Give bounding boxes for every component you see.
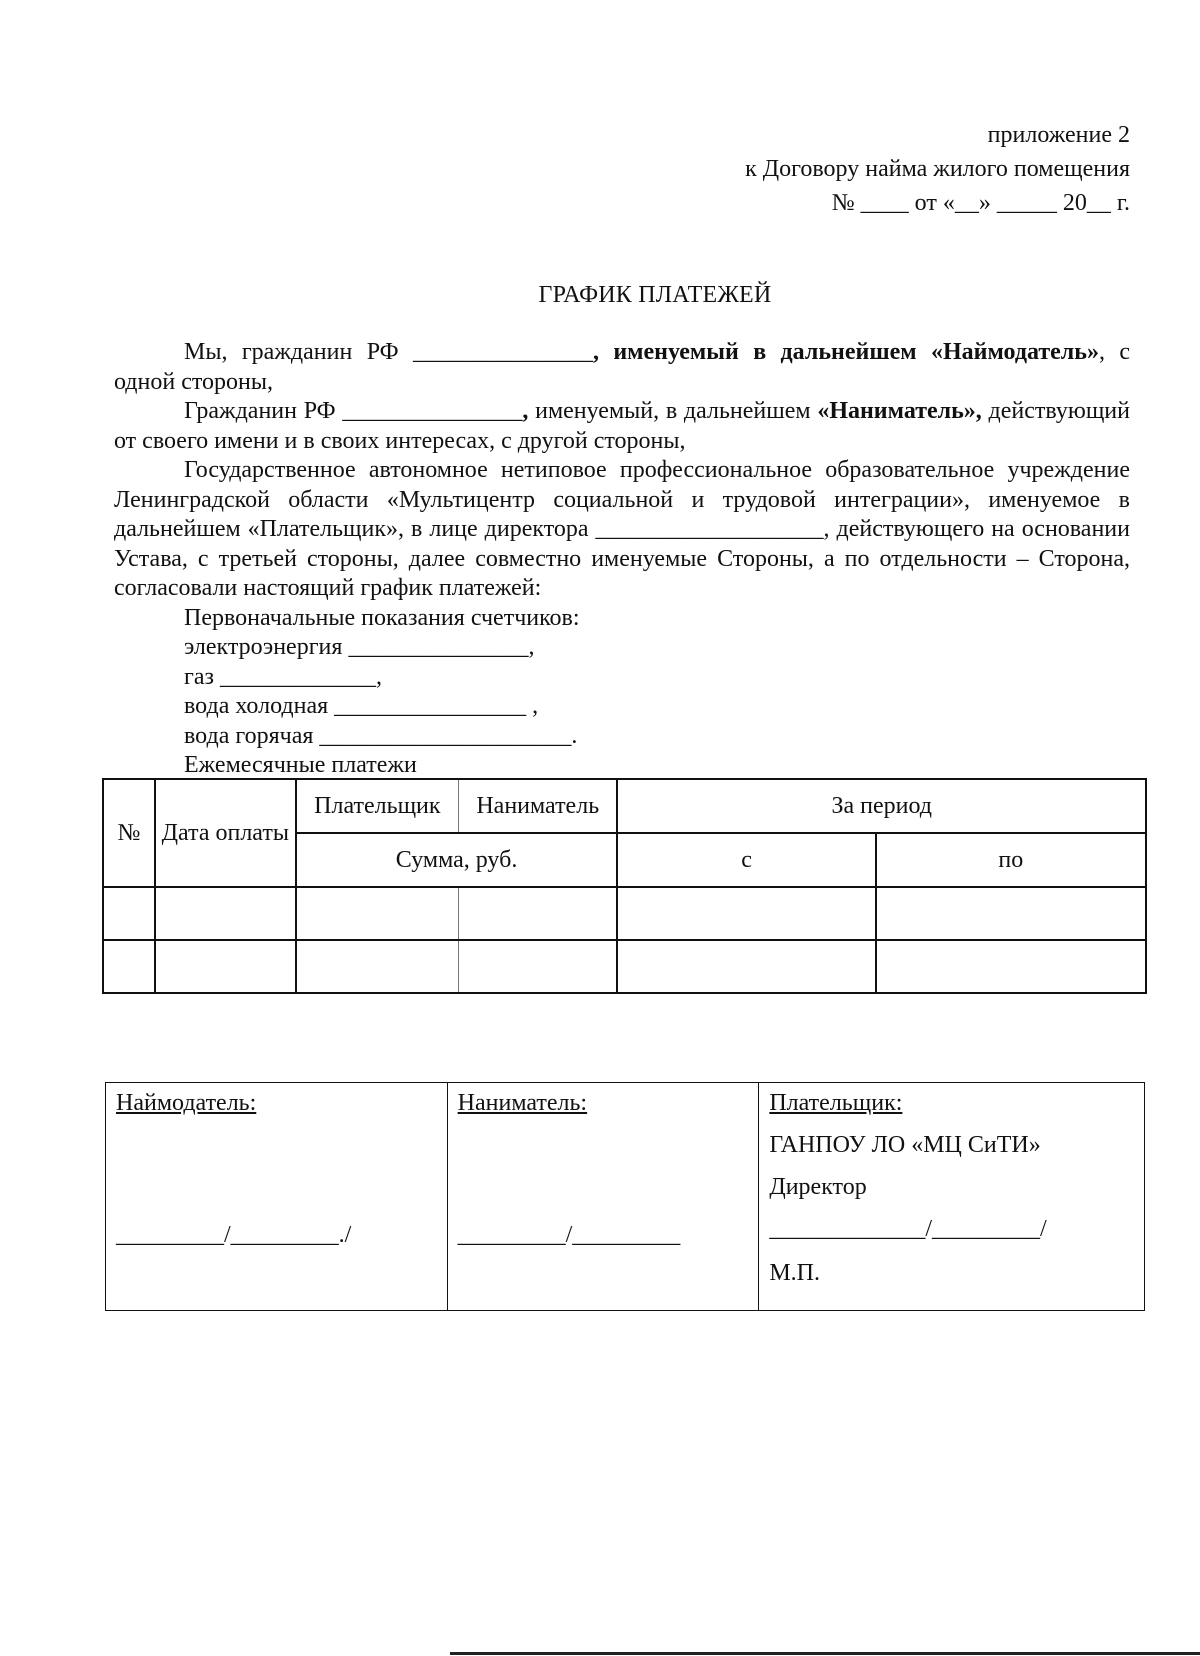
header-period-from: с [617,833,875,887]
header-payer: Плательщик [296,779,459,833]
tenant-signature-cell [447,1083,759,1311]
appendix-contract-ref: к Договору найма жилого помещения [745,156,1130,182]
stamp-place: М.П. [769,1260,821,1286]
appendix-header [745,118,1130,220]
paragraph-payer: Государственное автономное нетиповое профессиональное образовательное учреждение Ленинградской области «Мультицентр социальной и трудовой интеграции», именуемое в дальнейшем «Плательщик», в лице директора ___________________, действующего на основании Устава, с третьей стороны, далее совместно именуемые Стороны, а по отдельности – Сторона, согласовали настоящий график платежей: [114,457,1130,601]
document-body [114,338,1130,781]
document-title: ГРАФИК ПЛАТЕЖЕЙ [538,282,772,308]
header-sum: Сумма, руб. [296,833,618,887]
tenant-signature-line[interactable]: _________/_________ [457,1222,681,1248]
table-cell[interactable] [103,887,155,940]
table-header-row [103,779,1146,833]
landlord-text-a: Мы, гражданин РФ _______________ [184,339,593,365]
meter-gas: газ _____________, [184,663,382,690]
table-cell[interactable] [459,940,618,993]
appendix-number: приложение 2 [987,122,1130,148]
header-tenant: Наниматель [459,779,618,833]
tenant-text-d: «Наниматель», [817,398,982,424]
table-cell[interactable] [617,940,875,993]
header-number: № [103,779,155,887]
table-cell[interactable] [459,887,618,940]
tenant-label: Наниматель: [457,1090,588,1116]
payer-organization: ГАНПОУ ЛО «МЦ СиТИ» [769,1132,1041,1158]
table-cell[interactable] [296,887,459,940]
bottom-scan-edge [450,1652,1200,1655]
tenant-text-b: , [522,398,529,424]
table-cell[interactable] [296,940,459,993]
meter-cold-water: вода холодная ________________ , [184,693,539,719]
header-payment-date: Дата оплаты [155,779,296,887]
landlord-signature-line[interactable]: _________/_________./ [116,1222,352,1248]
payment-schedule-table [102,778,1147,994]
payer-role: Директор [769,1174,867,1200]
meter-hot-water: вода горячая _____________________. [184,722,578,749]
header-period-to: по [876,833,1146,887]
table-row [103,887,1146,940]
meter-electricity: электроэнергия _______________, [184,634,535,660]
payer-signature-cell [759,1083,1145,1311]
tenant-text-a: Гражданин РФ _______________ [184,398,523,424]
paragraph-landlord [114,338,1130,397]
tenant-text-e: действующий от своего имени и в своих интересах, с другой стороны, [114,398,1130,454]
landlord-text-c: , с одной стороны, [114,339,1130,395]
payer-signature-line[interactable]: _____________/_________/ [769,1216,1047,1242]
tenant-text-c: именуемый, в дальнейшем [528,398,818,424]
table-cell[interactable] [876,940,1146,993]
table-cell[interactable] [155,940,296,993]
monthly-payments-label: Ежемесячные платежи [184,752,417,778]
table-cell[interactable] [103,940,155,993]
table-cell[interactable] [617,887,875,940]
payer-label: Плательщик: [769,1090,903,1116]
paragraph-tenant [114,397,1130,456]
table-cell[interactable] [155,887,296,940]
meters-heading: Первоначальные показания счетчиков: [184,604,580,631]
header-period: За период [617,779,1146,833]
landlord-signature-cell [106,1083,448,1311]
table-row [103,940,1146,993]
landlord-text-b: , именуемый в дальнейшем «Наймодатель» [592,339,1099,365]
appendix-contract-number: № ____ от «__» _____ 20__ г. [831,190,1130,216]
landlord-label: Наймодатель: [116,1090,257,1116]
signature-table [105,1082,1145,1311]
table-cell[interactable] [876,887,1146,940]
